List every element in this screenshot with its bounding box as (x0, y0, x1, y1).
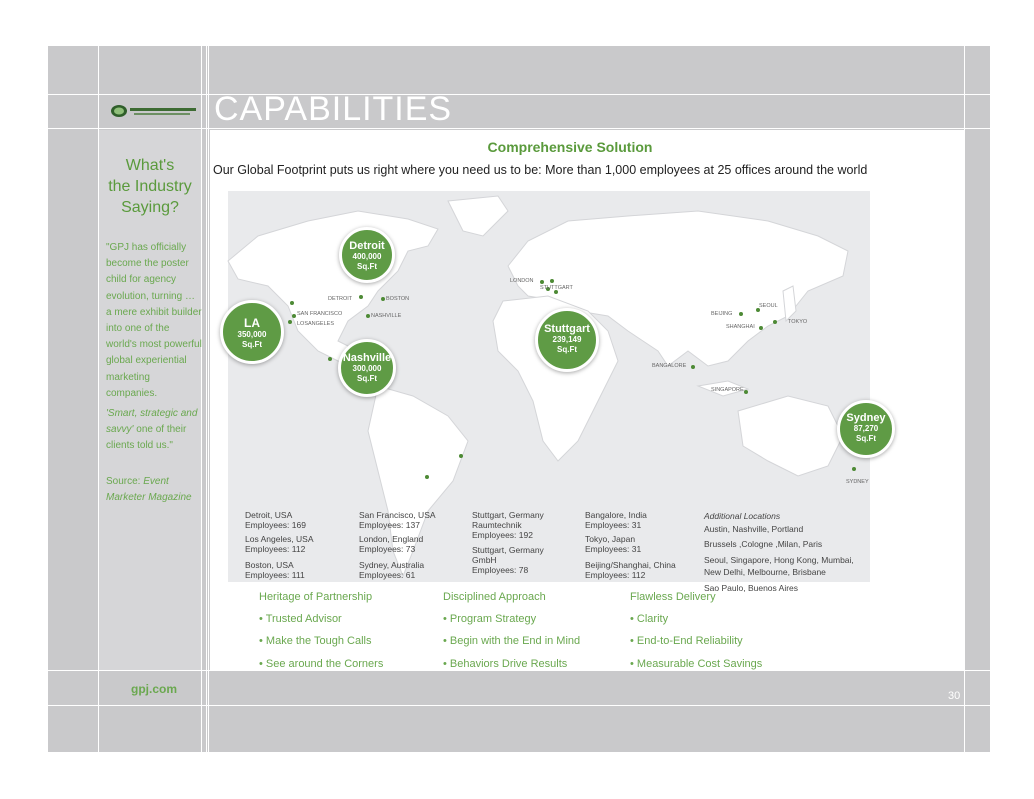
location-entry (245, 560, 305, 580)
page-number: 30 (948, 690, 961, 702)
location-employees: Employees: 31 (585, 544, 642, 554)
bubble-size: 87,270 (853, 424, 879, 433)
additional-location-line: Seoul, Singapore, Hong Kong, Mumbai, (704, 554, 854, 565)
guide-line (48, 705, 990, 706)
bubble-name: Sydney (846, 412, 886, 424)
pillar-item: • End-to-End Reliability (630, 635, 743, 647)
additional-location-line: New Delhi, Melbourne, Brisbane (704, 567, 826, 577)
location-entry (359, 510, 436, 530)
source-label: Source: (106, 476, 144, 487)
city-label: SYDNEY (846, 479, 869, 485)
pillar-item: • Clarity (630, 613, 669, 625)
pillar-item: • See around the Corners (259, 658, 384, 670)
pillar-heading: Flawless Delivery (630, 591, 716, 603)
pillar-heading: Disciplined Approach (443, 591, 546, 603)
location-entry (245, 510, 306, 530)
location-place: Tokyo, Japan (585, 534, 636, 544)
office-marker (691, 365, 695, 369)
office-marker (292, 314, 296, 318)
office-marker (425, 475, 429, 479)
location-entry (585, 560, 676, 580)
quote-rest: one of their clients told us." (106, 424, 187, 452)
section-subtitle: Comprehensive Solution (487, 139, 653, 155)
city-label: BEIJING (711, 311, 733, 317)
company-logo (110, 103, 198, 119)
location-place: Boston, USA (245, 560, 294, 570)
page-title: CAPABILITIES (214, 90, 453, 128)
city-label: STUTTGART (540, 285, 573, 291)
city-label: SAN FRANCISCO (297, 311, 343, 317)
location-employees: Employees: 169 (245, 520, 306, 530)
website-link[interactable]: gpj.com (131, 682, 178, 696)
location-place: Detroit, USA (245, 510, 293, 520)
bubble-size: 350,000 (237, 330, 267, 339)
location-place: London, England (359, 534, 424, 544)
additional-locations-heading: Additional Locations (704, 511, 781, 521)
quote-source (106, 474, 202, 506)
office-marker (759, 326, 763, 330)
guide-line (964, 46, 965, 752)
pillar-heading: Heritage of Partnership (259, 591, 373, 603)
location-entry (245, 534, 314, 554)
pillar-item: • Measurable Cost Savings (630, 658, 763, 670)
location-place: Stuttgart, Germany (472, 510, 544, 520)
city-label: LONDON (510, 278, 534, 284)
location-entry (472, 510, 544, 540)
lead-text: Our Global Footprint puts us right where you need us to be: More than 1,000 employees at 25 offices around the world (213, 163, 868, 177)
guide-line (48, 670, 990, 671)
location-employees: Employees: 31 (585, 520, 642, 530)
pillar-item: • Behaviors Drive Results (443, 658, 568, 670)
bubble-unit: Sq.Ft (557, 345, 577, 354)
testimonial-quote: "GPJ has officially become the poster child for agency evolution, turning … a mere exhibit builder into one of the world's most powerful global experiential marketing companies. (106, 242, 202, 399)
location-place: San Francisco, USA (359, 510, 436, 520)
guide-line (206, 46, 207, 752)
pillar-item: • Program Strategy (443, 613, 537, 625)
testimonial-quote-2 (106, 406, 202, 455)
bubble-name: Detroit (349, 240, 385, 252)
city-label: BANGALORE (652, 363, 687, 369)
world-map (228, 191, 886, 593)
office-bubble-la (220, 300, 284, 364)
office-marker (290, 301, 294, 305)
source-name: Event Marketer Magazine (106, 476, 192, 504)
guide-line (208, 46, 209, 752)
bubble-unit: Sq.Ft (856, 434, 876, 443)
quote-emphasis: 'Smart, strategic and savvy' (106, 408, 198, 436)
location-place-detail: Raumtechnik (472, 520, 522, 530)
location-entry (359, 534, 423, 554)
city-label: SEOUL (759, 303, 778, 309)
city-label: BOSTON (386, 296, 410, 302)
city-label: LOSANGELES (297, 321, 334, 327)
office-marker (550, 279, 554, 283)
location-employees: Employees: 112 (585, 570, 646, 580)
additional-location-line: Brussels ,Cologne ,Milan, Paris (704, 539, 823, 549)
additional-location-line: Austin, Nashville, Portland (704, 523, 804, 534)
office-marker (366, 314, 370, 318)
location-entry (585, 510, 647, 530)
sidebar-heading (101, 155, 199, 218)
guide-line (48, 128, 990, 129)
office-marker (739, 312, 743, 316)
pillar-item: • Make the Tough Calls (259, 635, 372, 647)
office-marker (288, 320, 292, 324)
location-place: Sydney, Australia (359, 560, 425, 570)
location-employees: Employees: 111 (245, 570, 305, 580)
office-marker (359, 295, 363, 299)
office-bubble-sydney (837, 400, 895, 458)
bubble-name: Stuttgart (544, 323, 590, 335)
bubble-size: 400,000 (352, 252, 382, 261)
office-bubble-stuttgart (535, 308, 599, 372)
bubble-unit: Sq.Ft (242, 340, 262, 349)
sidebar-heading-line: What's (125, 157, 175, 174)
location-employees: Employees: 137 (359, 520, 420, 530)
office-marker (328, 357, 332, 361)
office-marker (381, 297, 385, 301)
bubble-size: 300,000 (352, 364, 382, 373)
pillar-item: • Begin with the End in Mind (443, 635, 581, 647)
location-employees: Employees: 192 (472, 530, 533, 540)
bubble-size: 239,149 (552, 335, 582, 344)
office-bubble-detroit (339, 227, 395, 283)
bubble-name: LA (244, 316, 260, 330)
sidebar-heading-line: the Industry (108, 178, 192, 195)
office-marker (773, 320, 777, 324)
additional-locations (704, 510, 854, 594)
office-marker (852, 467, 856, 471)
city-label: TOKYO (788, 319, 808, 325)
bubble-unit: Sq.Ft (357, 262, 377, 271)
location-entry (472, 545, 544, 575)
city-label: DETROIT (328, 296, 353, 302)
city-label: NASHVILLE (371, 313, 402, 319)
location-employees: Employees: 112 (245, 544, 306, 554)
office-marker (540, 280, 544, 284)
location-place: Beijing/Shanghai, China (585, 560, 676, 570)
location-place-detail: GmbH (472, 555, 497, 565)
bubble-name: Nashville (342, 352, 392, 364)
city-label: SINGAPORE (711, 387, 744, 393)
location-place: Los Angeles, USA (245, 534, 314, 544)
location-entry (585, 534, 641, 554)
city-label: SHANGHAI (726, 324, 755, 330)
office-bubble-nashville (338, 339, 396, 397)
location-employees: Employees: 61 (359, 570, 416, 580)
location-place: Bangalore, India (585, 510, 647, 520)
additional-location-line: Sao Paulo, Buenos Aires (704, 582, 799, 593)
location-employees: Employees: 78 (472, 565, 529, 575)
location-employees: Employees: 73 (359, 544, 416, 554)
guide-line (48, 94, 990, 95)
location-place: Stuttgart, Germany (472, 545, 544, 555)
pillar-item: • Trusted Advisor (259, 613, 342, 625)
office-marker (744, 390, 748, 394)
location-entry (359, 560, 424, 580)
sidebar-heading-line: Saying? (121, 199, 179, 216)
bubble-unit: Sq.Ft (357, 374, 377, 383)
office-marker (459, 454, 463, 458)
